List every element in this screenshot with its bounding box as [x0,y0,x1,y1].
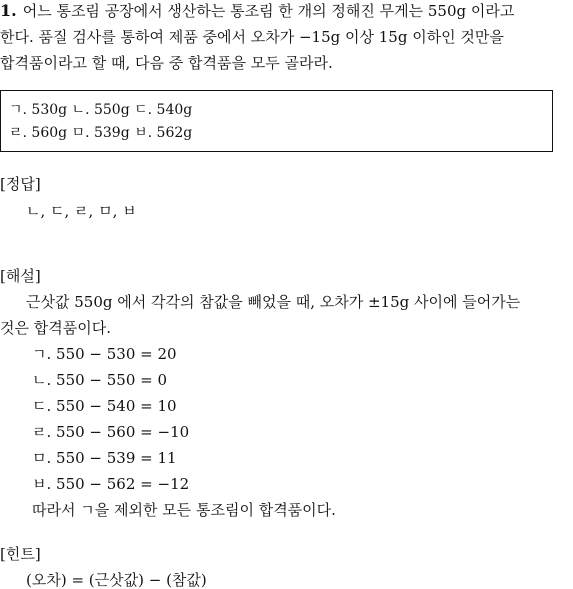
calc-line: ㅁ. 550 − 539 = 11 [32,449,177,467]
question-line-2: 한다. 품질 검사를 통하여 제품 중에서 오차가 −15g 이상 15g 이하인 것만을 [0,28,504,46]
calc-line: ㄱ. 550 − 530 = 20 [32,345,177,363]
question-number: 1. [0,1,17,20]
hint-label: [힌트] [0,545,41,563]
answer-label: [정답] [0,175,41,193]
question-text-1: 어느 통조림 공장에서 생산하는 통조림 한 개의 정해진 무게는 550g 이라고 [22,2,515,20]
choices-row-2: ㄹ. 560g ㅁ. 539g ㅂ. 562g [9,125,193,141]
question-line-3: 합격품이라고 할 때, 다음 중 합격품을 모두 골라라. [0,54,333,72]
explanation-conclusion: 따라서 ㄱ을 제외한 모든 통조림이 합격품이다. [32,501,336,519]
answer-text: ㄴ, ㄷ, ㄹ, ㅁ, ㅂ [26,202,137,220]
calc-line: ㄴ. 550 − 550 = 0 [32,371,168,389]
explanation-line-2: 것은 합격품이다. [0,319,111,337]
explanation-line-1: 근삿값 550g 에서 각각의 참값을 빼었을 때, 오차가 ±15g 사이에 들어가는 [26,293,521,311]
explanation-label: [해설] [0,267,41,285]
hint-text: (오차) = (근삿값) − (참값) [26,571,207,589]
calc-line: ㄹ. 550 − 560 = −10 [32,423,190,441]
choices-row-1: ㄱ. 530g ㄴ. 550g ㄷ. 540g [9,102,193,118]
calc-line: ㅂ. 550 − 562 = −12 [32,475,190,493]
question-line-1 [0,2,514,20]
calc-line: ㄷ. 550 − 540 = 10 [32,397,177,415]
choices-box [0,90,553,152]
